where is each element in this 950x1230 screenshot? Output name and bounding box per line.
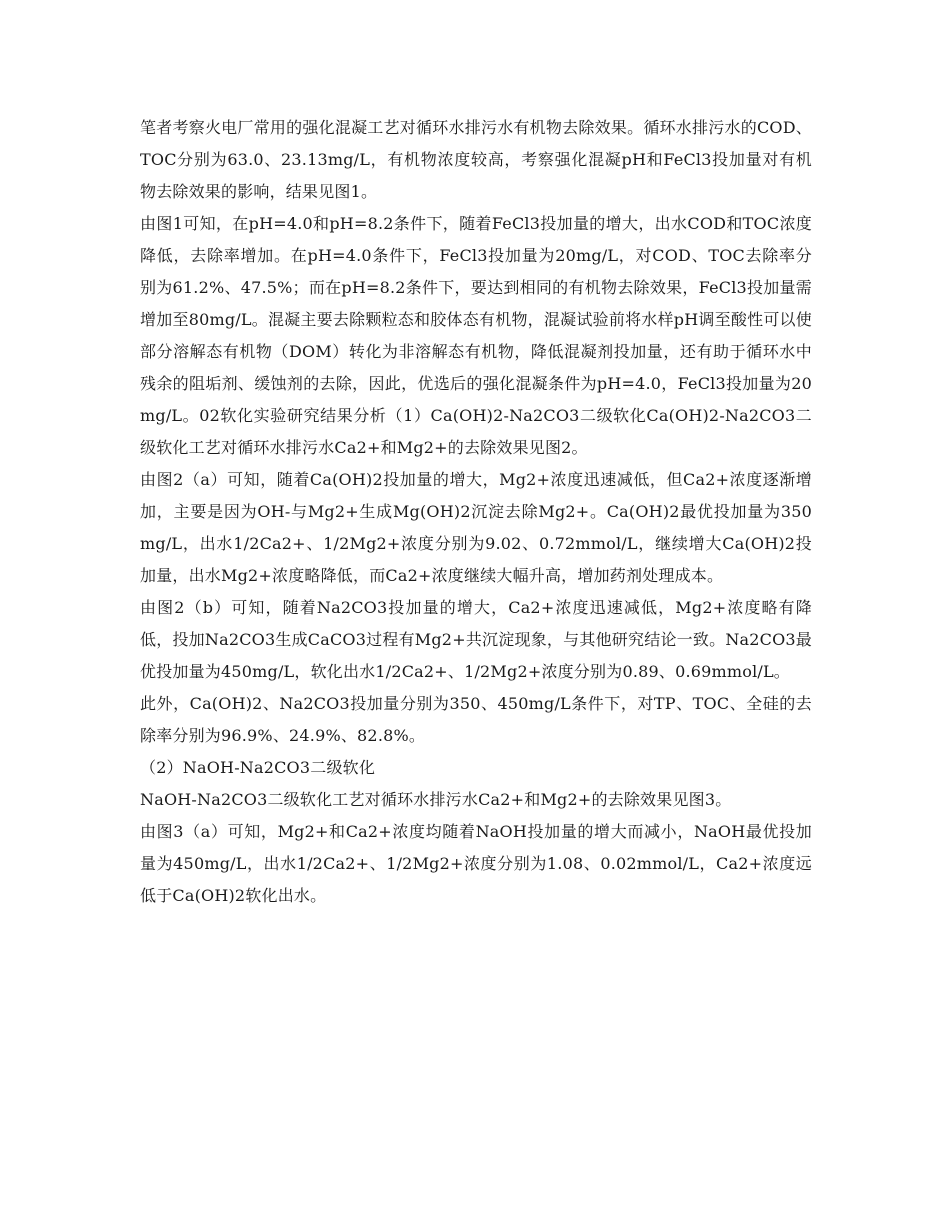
document-body (140, 112, 812, 912)
section-heading-naoh-softening: （2）NaOH-Na2CO3二级软化 (140, 758, 376, 777)
paragraph-figure2b-analysis: 由图2（b）可知，随着Na2CO3投加量的增大，Ca2+浓度迅速减低，Mg2+浓度略有降低，投加Na2CO3生成CaCO3过程有Mg2+共沉淀现象，与其他研究结论一致。Na2CO3最优投加量为450mg/L，软化出水1/2Ca2+、1/2Mg2+浓度分别为0.89、0.69mmol/L。 (140, 598, 812, 681)
paragraph-removal-rates: 此外，Ca(OH)2、Na2CO3投加量分别为350、450mg/L条件下，对TP、TOC、全硅的去除率分别为96.9%、24.9%、82.8%。 (140, 694, 812, 745)
paragraph-figure3-intro: NaOH-Na2CO3二级软化工艺对循环水排污水Ca2+和Mg2+的去除效果见图3。 (140, 790, 732, 809)
paragraph-figure2a-analysis: 由图2（a）可知，随着Ca(OH)2投加量的增大，Mg2+浓度迅速减低，但Ca2+浓度逐渐增加，主要是因为OH-与Mg2+生成Mg(OH)2沉淀去除Mg2+。Ca(OH)2最优投加量为350mg/L，出水1/2Ca2+、1/2Mg2+浓度分别为9.02、0.72mmol/L，继续增大Ca(OH)2投加量，出水Mg2+浓度略降低，而Ca2+浓度继续大幅升高，增加药剂处理成本。 (140, 470, 812, 585)
paragraph-coagulation-intro: 笔者考察火电厂常用的强化混凝工艺对循环水排污水有机物去除效果。循环水排污水的COD、TOC分别为63.0、23.13mg/L，有机物浓度较高，考察强化混凝pH和FeCl3投加量对有机物去除效果的影响，结果见图1。 (140, 118, 812, 201)
paragraph-figure1-analysis: 由图1可知，在pH=4.0和pH=8.2条件下，随着FeCl3投加量的增大，出水COD和TOC浓度降低，去除率增加。在pH=4.0条件下，FeCl3投加量为20mg/L，对COD、TOC去除率分别为61.2%、47.5%；而在pH=8.2条件下，要达到相同的有机物去除效果，FeCl3投加量需增加至80mg/L。混凝主要去除颗粒态和胶体态有机物，混凝试验前将水样pH调至酸性可以使部分溶解态有机物（DOM）转化为非溶解态有机物，降低混凝剂投加量，还有助于循环水中残余的阻垢剂、缓蚀剂的去除，因此，优选后的强化混凝条件为pH=4.0，FeCl3投加量为20mg/L。02软化实验研究结果分析（1）Ca(OH)2-Na2CO3二级软化Ca(OH)2-Na2CO3二级软化工艺对循环水排污水Ca2+和Mg2+的去除效果见图2。 (140, 214, 812, 457)
paragraph-figure3a-analysis: 由图3（a）可知，Mg2+和Ca2+浓度均随着NaOH投加量的增大而减小，NaOH最优投加量为450mg/L，出水1/2Ca2+、1/2Mg2+浓度分别为1.08、0.02mmol/L，Ca2+浓度远低于Ca(OH)2软化出水。 (140, 822, 812, 905)
